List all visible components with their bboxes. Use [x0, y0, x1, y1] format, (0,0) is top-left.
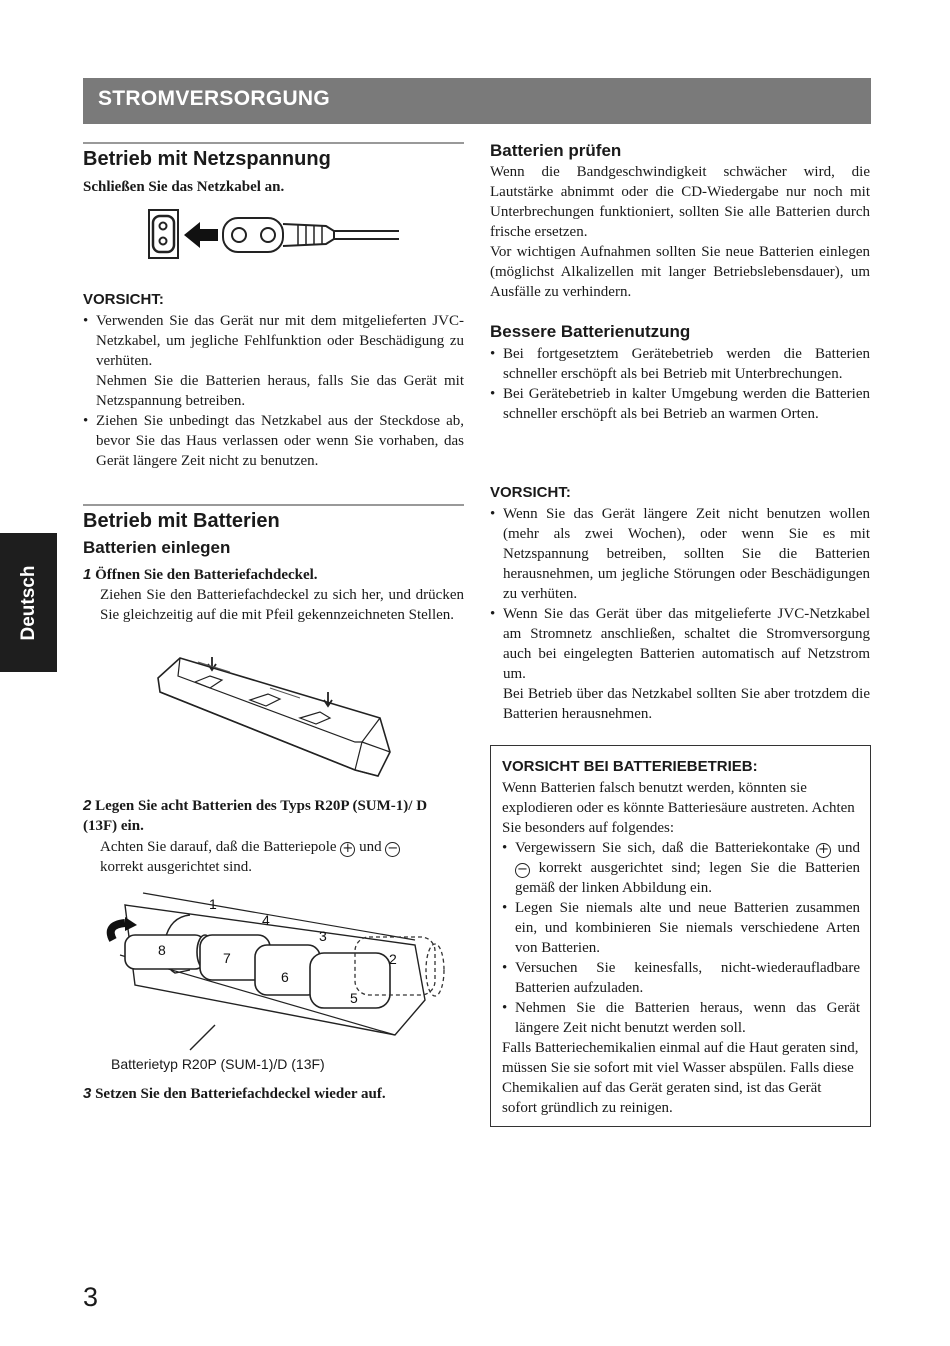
step-2-text-a: Achten Sie darauf, daß die Batteriepole — [100, 839, 337, 855]
plus-pole-icon: + — [816, 843, 831, 858]
list-item — [502, 838, 860, 898]
mains-caution-title: VORSICHT: — [83, 291, 164, 308]
step-1-title: Öffnen Sie den Batteriefachdeckel. — [95, 567, 318, 583]
minus-pole-icon: − — [515, 863, 530, 878]
page-number: 3 — [83, 1282, 99, 1312]
right-caution-bullet-2: Wenn Sie das Gerät über das mitgelieferte JVC-Netzkabel am Stromnetz anschließen, schaltet die Stromversorgung auch bei eingelegten Batterien automatisch auf Netzstrom um. — [503, 606, 870, 682]
step-2-text-b: korrekt ausgerichtet sind. — [100, 859, 253, 875]
list-item: • Bei fortgesetztem Gerätebetrieb werden die Batterien schneller erschöpft als bei Betrieb mit Unterbrechungen. — [490, 344, 870, 384]
battery-insertion-illustration — [95, 885, 445, 1050]
plus-pole-icon: + — [340, 842, 355, 857]
list-item: • Nehmen Sie die Batterien heraus, wenn das Gerät längere Zeit nicht benutzt werden soll. — [502, 998, 860, 1038]
mains-title: Betrieb mit Netzspannung — [83, 148, 331, 170]
battery-number-4: 4 — [262, 912, 270, 928]
usage-list — [490, 344, 870, 424]
section-divider — [83, 504, 464, 506]
list-item: • Versuchen Sie keinesfalls, nicht-wiederaufladbare Batterien aufzuladen. — [502, 958, 860, 998]
list-item — [490, 604, 870, 724]
section-header — [83, 78, 871, 124]
mains-instruction: Schließen Sie das Netzkabel an. — [83, 179, 285, 195]
step-2 — [83, 796, 464, 836]
right-caution-bullet-2-extra: Bei Betrieb über das Netzkabel sollten Sie aber trotzdem die Batterien herausnehmen. — [503, 686, 870, 722]
step-3 — [83, 1084, 464, 1104]
minus-pole-icon: − — [385, 842, 400, 857]
right-caution-list — [490, 504, 870, 724]
list-item — [83, 311, 464, 411]
battery-type-caption: Batterietyp R20P (SUM-1)/D (13F) — [111, 1056, 325, 1072]
check-para-2: Vor wichtigen Aufnahmen sollten Sie neue Batterien einlegen (möglichst Alkalizellen mit langer Betriebslebensdauer), um Ausfälle zu verhindern. — [490, 244, 870, 300]
section-divider — [83, 142, 464, 144]
mains-caution-list — [83, 311, 464, 471]
battery-cover-illustration — [150, 652, 395, 782]
mains-caution-bullet-2: Ziehen Sie unbedingt das Netzkabel aus der Steckdose ab, bevor Sie das Haus verlassen oder wenn Sie vorhaben, das Gerät längere Zeit nicht zu benutzen. — [96, 413, 464, 469]
mains-caution-bullet-1-extra: Nehmen Sie die Batterien heraus, falls Sie das Gerät mit Netzspannung betreiben. — [96, 373, 464, 409]
language-tab-label: Deutsch — [17, 565, 39, 640]
language-tab — [0, 533, 57, 672]
battery-number-7: 7 — [223, 950, 231, 966]
step-1-text: Ziehen Sie den Batteriefachdeckel zu sich her, und drücken Sie gleichzeitig auf die mit Pfeil gekennzeichneten Stellen. — [100, 587, 464, 623]
batteries-title: Betrieb mit Batterien — [83, 510, 280, 532]
battery-caution-intro: Wenn Batterien falsch benutzt werden, könnten sie explodieren oder es könnte Batteriesäure austreten. Achten Sie besonders auf folgendes: — [502, 780, 855, 836]
box-bullet-1-a: Vergewissern Sie sich, daß die Batteriekontake — [515, 840, 810, 856]
battery-caution-list — [502, 838, 860, 1038]
box-bullet-1-b: korrekt ausgerichtet sind; legen Sie die Batterien gemäß der linken Abbildung ein. — [515, 860, 861, 896]
right-caution-title: VORSICHT: — [490, 484, 571, 501]
battery-number-8: 8 — [158, 942, 166, 958]
battery-caution-box — [490, 745, 871, 1127]
box-bullet-1-and: und — [837, 840, 861, 856]
check-title: Batterien prüfen — [490, 141, 622, 160]
batteries-subtitle: Batterien einlegen — [83, 538, 231, 557]
check-para-1: Wenn die Bandgeschwindigkeit schwächer wird, die Lautstärke abnimmt oder die CD-Wiedergabe nur noch mit Unterbrechungen funktioniert, sollten Sie alle Batterien durch frische ersetzen. — [490, 164, 870, 240]
usage-title: Bessere Batterienutzung — [490, 322, 691, 341]
battery-number-3: 3 — [319, 928, 327, 944]
list-item: • Bei Gerätebetrieb in kalter Umgebung werden die Batterien schneller erschöpft als bei Betrieb an warmen Orten. — [490, 384, 870, 424]
step-3-number: 3 — [83, 1085, 92, 1102]
list-item: • Legen Sie niemals alte und neue Batterien zusammen ein, und kombinieren Sie niemals verschiedene Arten von Batterien. — [502, 898, 860, 958]
step-1 — [83, 565, 464, 585]
battery-number-6: 6 — [281, 969, 289, 985]
step-1-number: 1 — [83, 566, 92, 583]
mains-caution-bullet-1: Verwenden Sie das Gerät nur mit dem mitgelieferten JVC-Netzkabel, um jegliche Fehlfunktion oder Beschädigung zu verhüten. — [96, 313, 464, 369]
battery-number-2: 2 — [389, 951, 397, 967]
list-item — [490, 504, 870, 604]
right-caution-bullet-1: Wenn Sie das Gerät längere Zeit nicht benutzen wollen (mehr als zwei Wochen), oder wenn Sie es mit Netzspannung betreiben, sollten Sie die Batterien herausnehmen, um jegliche Störungen oder Beschädigungen zu verhüten. — [503, 506, 870, 602]
section-title: STROMVERSORGUNG — [98, 87, 331, 110]
battery-number-5: 5 — [350, 990, 358, 1006]
step-2-text — [100, 837, 464, 877]
step-2-text-and: und — [359, 839, 382, 855]
battery-number-1: 1 — [209, 896, 217, 912]
list-item — [83, 411, 464, 471]
battery-caution-title: VORSICHT BEI BATTERIEBETRIEB: — [502, 758, 758, 775]
power-cord-illustration — [148, 208, 400, 264]
battery-caution-outro: Falls Batteriechemikalien einmal auf die Haut geraten sind, müssen Sie sie sofort mit viel Wasser abspülen. Falls diese Chemikalien auf das Gerät geraten sind, ist das Gerät sofort gründlich zu reinigen. — [502, 1040, 859, 1116]
step-3-title: Setzen Sie den Batteriefachdeckel wieder auf. — [95, 1086, 386, 1102]
step-2-title: Legen Sie acht Batterien des Typs R20P (SUM-1)/ D (13F) ein. — [83, 798, 428, 834]
step-2-number: 2 — [83, 797, 92, 814]
